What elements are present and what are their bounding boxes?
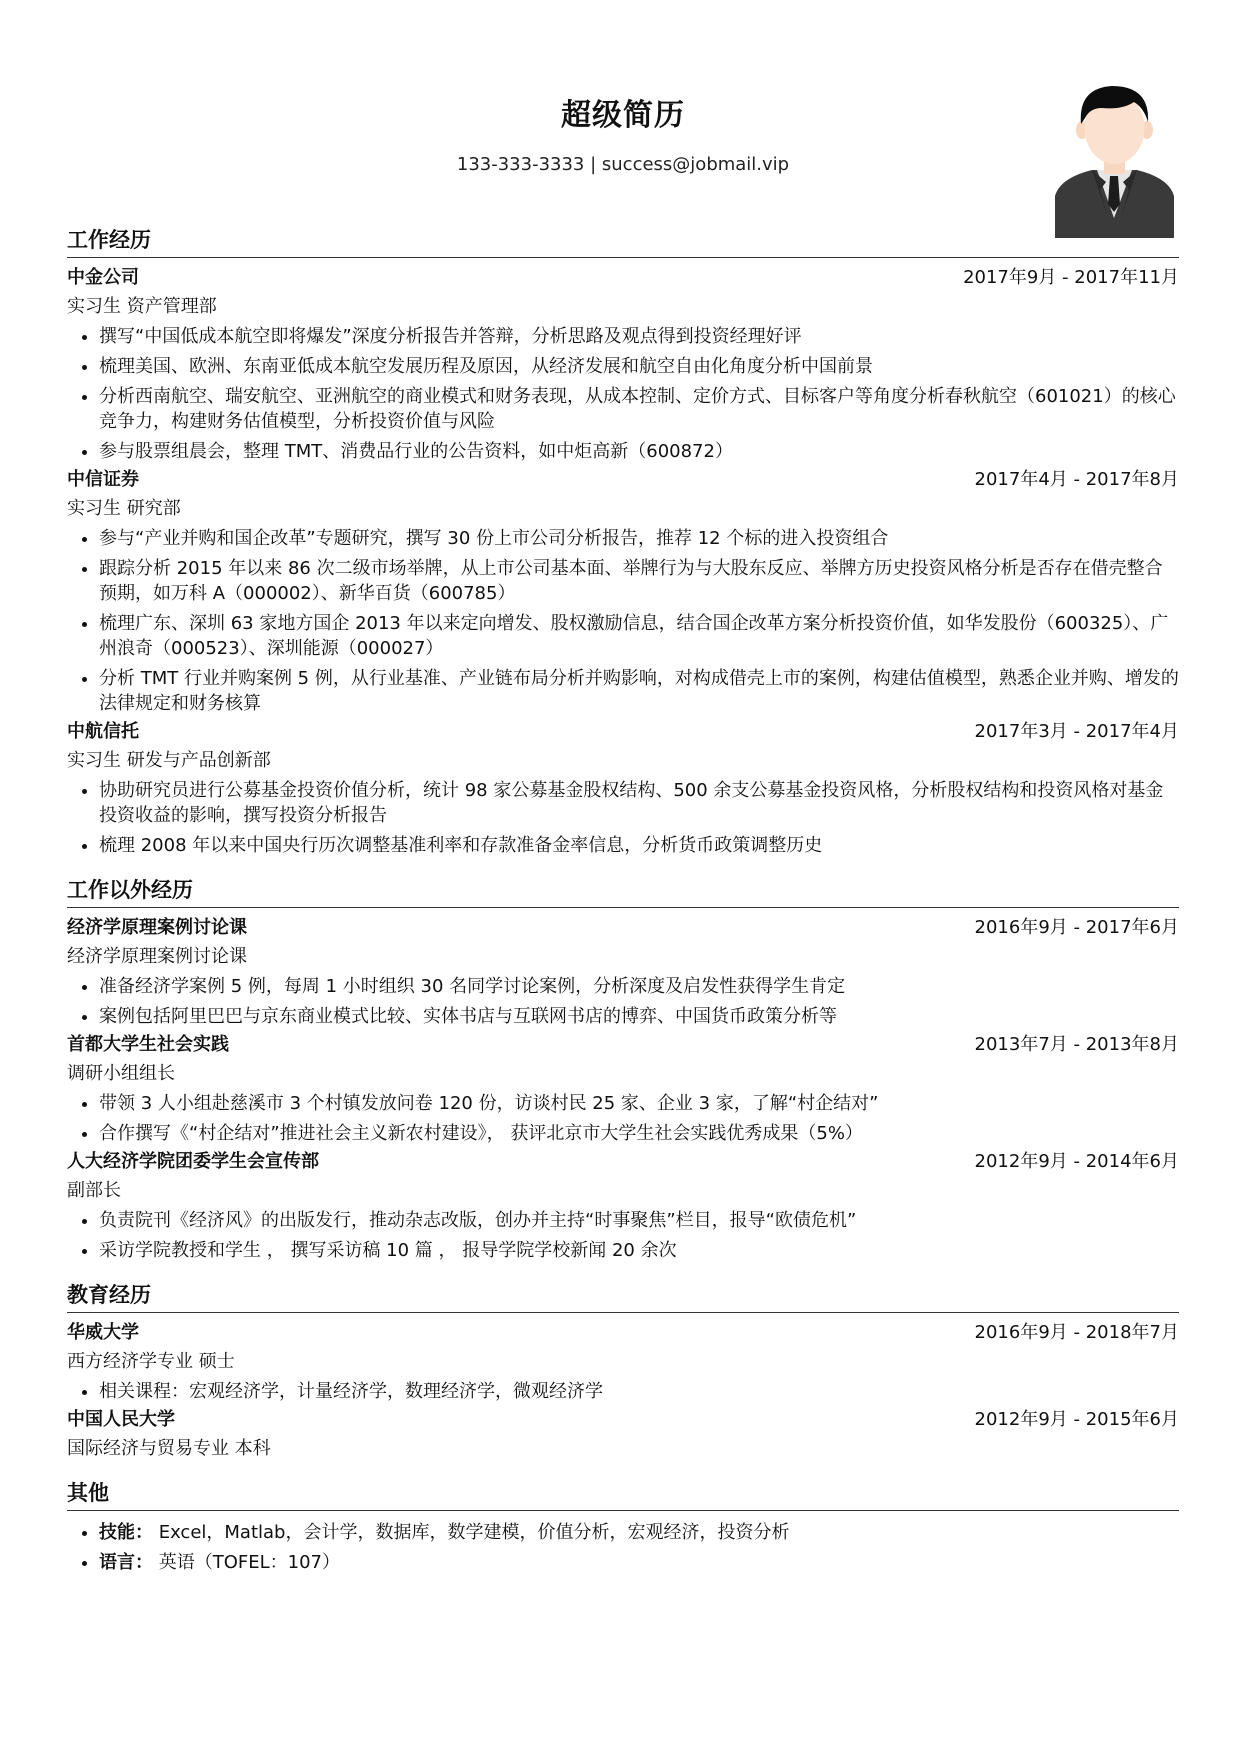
entry-org: 中国人民大学 [67,1409,175,1430]
skills-label: 技能： [99,1522,153,1543]
section-title-extra: 工作以外经历 [67,874,1179,908]
bullet-list [67,1205,1179,1265]
bullet-list [67,1376,1179,1406]
contact-info: 133-333-3333 | success@jobmail.vip [456,154,790,175]
resume-header [67,90,1179,210]
bullet-item: • 准备经济学案例 5 例，每周 1 小时组织 30 名同学讨论案例，分析深度及启发性获得学生肯定 [99,971,1179,1001]
entry-date: 2016年9月 - 2018年7月 [974,1322,1179,1343]
bullet-item: • 协助研究员进行公募基金投资价值分析，统计 98 家公募基金股权结构、500 余支公募基金投资风格，分析股权结构和投资风格对基金投资收益的影响，撰写投资分析报告 [99,775,1179,830]
entry-org: 首都大学生社会实践 [67,1034,229,1055]
bullet-item: • 相关课程：宏观经济学，计量经济学，数理经济学，微观经济学 [99,1376,1179,1406]
language-label: 语言： [99,1552,153,1573]
bullet-item: • 采访学院教授和学生 ， 撰写采访稿 10 篇 ， 报导学院学校新闻 20 余次 [99,1235,1179,1265]
bullet-list [67,321,1179,466]
bullet-item: • 带领 3 人小组赴慈溪市 3 个村镇发放问卷 120 份，访谈村民 25 家、企业 3 家，了解“村企结对” [99,1088,1179,1118]
bullet-list [67,523,1179,718]
skills-value: Excel，Matlab，会计学，数据库，数学建模，价值分析，宏观经济，投资分析 [153,1522,790,1543]
candidate-name: 超级简历 [561,98,685,133]
entry-org: 华威大学 [67,1322,139,1343]
section-work [67,224,1179,860]
bullet-item: • 分析西南航空、瑞安航空、亚洲航空的商业模式和财务表现，从成本控制、定价方式、目标客户等角度分析春秋航空（601021）的核心竞争力，构建财务估值模型，分析投资价值与风险 [99,381,1179,436]
bullet-item: • 参与股票组晨会，整理 TMT、消费品行业的公告资料，如中炬高新（600872） [99,436,1179,466]
section-other [67,1477,1179,1577]
entry-role: 实习生 研究部 [67,498,181,519]
skills-item [99,1517,1179,1547]
bullet-item: • 负责院刊《经济风》的出版发行，推动杂志改版，创办并主持“时事聚焦”栏目，报导“欧债危机” [99,1205,1179,1235]
bullet-item: • 分析 TMT 行业并购案例 5 例，从行业基准、产业链布局分析并购影响，对构成借壳上市的案例，构建估值模型，熟悉企业并购、增发的法律规定和财务核算 [99,663,1179,718]
entry-date: 2012年9月 - 2015年6月 [974,1409,1179,1430]
entry-role: 经济学原理案例讨论课 [67,946,247,967]
entry-avic-trust [67,718,1179,860]
section-extra [67,874,1179,1265]
section-title-education: 教育经历 [67,1279,1179,1313]
entry-role: 国际经济与贸易专业 本科 [67,1438,271,1459]
entry-warwick [67,1319,1179,1406]
entry-role: 调研小组组长 [67,1063,175,1084]
bullet-item: • 跟踪分析 2015 年以来 86 次二级市场举牌，从上市公司基本面、举牌行为与大股东反应、举牌方历史投资风格分析是否存在借壳整合预期，如万科 A（000002）、新华百货（600785） [99,553,1179,608]
entry-role: 实习生 研发与产品创新部 [67,750,271,771]
entry-role: 实习生 资产管理部 [67,296,217,317]
avatar-icon [1052,78,1177,238]
entry-citic [67,466,1179,718]
bullet-list [67,1088,1179,1148]
bullet-item: • 合作撰写《“村企结对”推进社会主义新农村建设》， 获评北京市大学生社会实践优秀成果（5%） [99,1118,1179,1148]
entry-date: 2016年9月 - 2017年6月 [974,917,1179,938]
section-title-other: 其他 [67,1477,1179,1511]
entry-org: 人大经济学院团委学生会宣传部 [67,1151,319,1172]
entry-role: 西方经济学专业 硕士 [67,1351,235,1372]
entry-date: 2017年4月 - 2017年8月 [974,469,1179,490]
bullet-item: • 梳理美国、欧洲、东南亚低成本航空发展历程及原因，从经济发展和航空自由化角度分析中国前景 [99,351,1179,381]
entry-social-practice [67,1031,1179,1148]
entry-org: 中航信托 [67,721,139,742]
bullet-list [67,1517,1179,1577]
bullet-item: • 案例包括阿里巴巴与京东商业模式比较、实体书店与互联网书店的博弈、中国货币政策分析等 [99,1001,1179,1031]
bullet-list [67,971,1179,1031]
entry-date: 2012年9月 - 2014年6月 [974,1151,1179,1172]
entry-date: 2017年9月 - 2017年11月 [963,267,1179,288]
entry-date: 2017年3月 - 2017年4月 [974,721,1179,742]
resume-page [67,80,1179,1577]
language-value: 英语（TOFEL：107） [153,1552,340,1573]
section-title-work: 工作经历 [67,224,1179,258]
entry-org: 中信证券 [67,469,139,490]
bullet-item: • 参与“产业并购和国企改革”专题研究，撰写 30 份上市公司分析报告，推荐 12 个标的进入投资组合 [99,523,1179,553]
entry-econ-course [67,914,1179,1031]
entry-ruc [67,1406,1179,1463]
entry-org: 中金公司 [67,267,139,288]
entry-cicc [67,264,1179,466]
bullet-item: • 撰写“中国低成本航空即将爆发”深度分析报告并答辩，分析思路及观点得到投资经理好评 [99,321,1179,351]
bullet-item: • 梳理广东、深圳 63 家地方国企 2013 年以来定向增发、股权激励信息，结合国企改革方案分析投资价值，如华发股份（600325）、广州浪奇（000523）、深圳能源（000027） [99,608,1179,663]
bullet-item: • 梳理 2008 年以来中国央行历次调整基准利率和存款准备金率信息，分析货币政策调整历史 [99,830,1179,860]
language-item [99,1547,1179,1577]
entry-org: 经济学原理案例讨论课 [67,917,247,938]
section-education [67,1279,1179,1463]
entry-student-union [67,1148,1179,1265]
bullet-list [67,775,1179,860]
entry-date: 2013年7月 - 2013年8月 [974,1034,1179,1055]
entry-role: 副部长 [67,1180,121,1201]
